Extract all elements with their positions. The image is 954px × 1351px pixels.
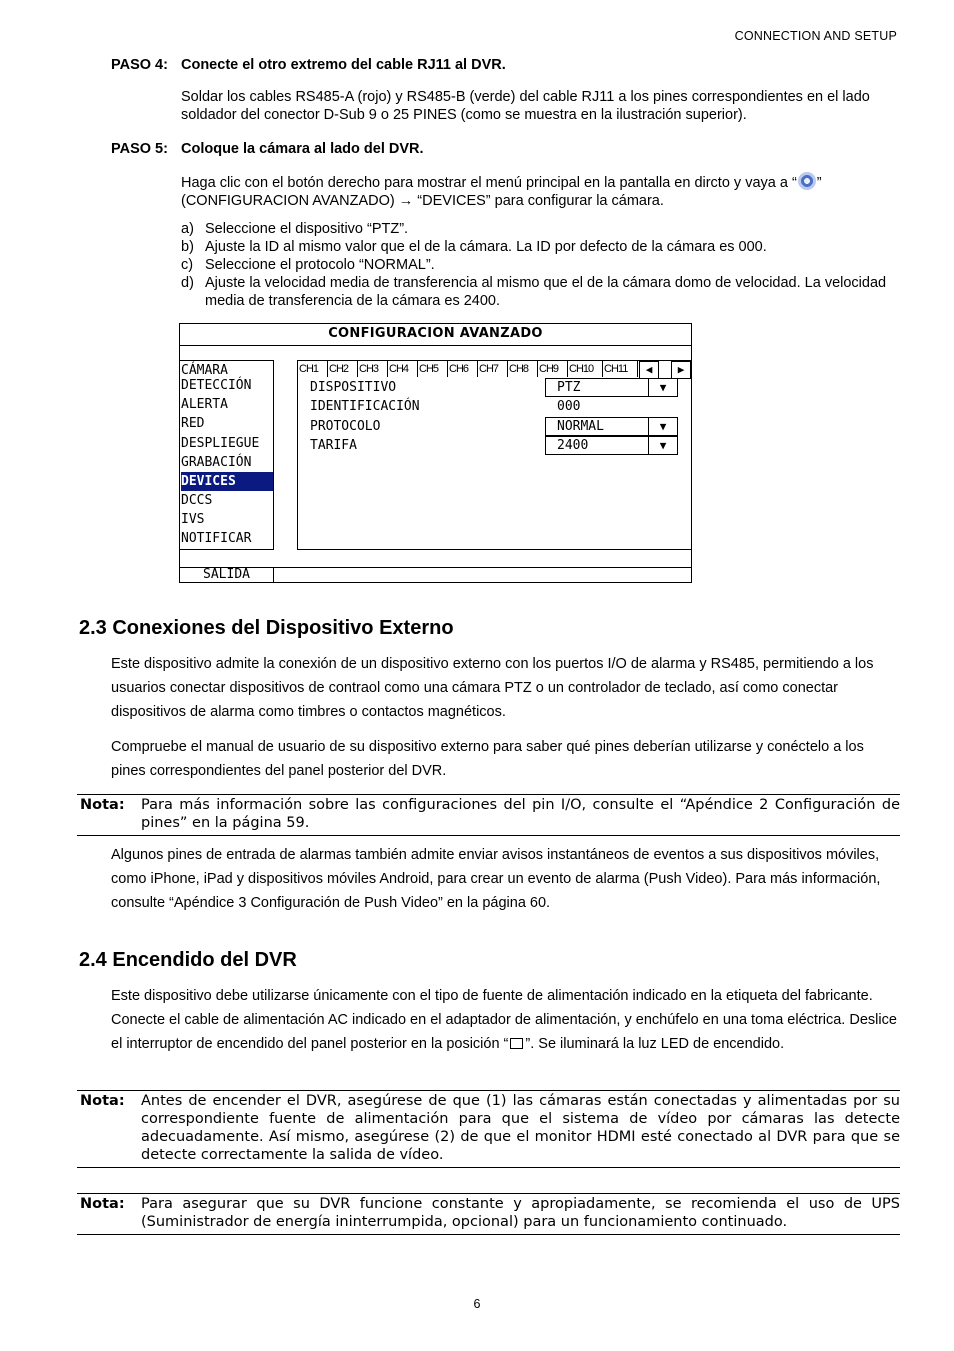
step4-label: PASO 4: [111,57,168,73]
note-text: Antes de encender el DVR, asegúrese de que (1) las cámaras están conectadas y alimentadas por su correspondiente fuente de alimentación para que el sistema de vídeo por cámaras las detecte adecuadamente. Así mismo, asegúrese (2) de que el monitor HDMI esté conectado al DVR para que se detecte correctamente la salida de vídeo. [141,1093,900,1163]
section-heading-2-4: 2.4 Encendido del DVR [79,949,297,971]
step4-text: Soldar los cables RS485-A (rojo) y RS485-B (verde) del cable RJ11 a los pines correspondientes en el lado soldador del conector D-Sub 9 o 25 PINES (como se muestra en la ilustración superior). [181,89,870,123]
list-text: Ajuste la ID al mismo valor que el de la cámara. La ID por defecto de la cámara es 000. [205,239,767,255]
tab-ch1[interactable]: CH1 [298,361,328,377]
section23-paragraph-2: Compruebe el manual de usuario de su dispositivo externo para saber qué pines deberían utilizarse y conéctelo a los pines correspondientes del panel posterior del DVR. [111,739,864,779]
menu-item-alerta[interactable]: ALERTA [181,397,228,412]
menu-item-ivs[interactable]: IVS [181,512,205,527]
prev-arrow-icon[interactable]: ◀ [639,361,659,379]
list-letter: d) [181,275,194,291]
list-item [181,238,901,256]
list-letter: b) [181,239,194,255]
tab-ch8[interactable]: CH8 [508,361,538,377]
identificacion-input[interactable]: 000 [557,399,581,414]
list-item [181,220,901,238]
tab-ch2[interactable]: CH2 [328,361,358,377]
step5-label: PASO 5: [111,141,168,157]
list-text: Seleccione el protocolo “NORMAL”. [205,257,435,273]
menu-item-deteccion[interactable]: DETECCIÓN [181,378,252,393]
power-switch-icon [510,1038,523,1049]
tab-ch5[interactable]: CH5 [418,361,448,377]
field-label-dispositivo: DISPOSITIVO [310,380,397,395]
section23-paragraph-1: Este dispositivo admite la conexión de un dispositivo externo con los puertos I/O de alarma y RS485, permitiendo a los usuarios conectar dispositivos de contraol como una cámara PTZ o un controlador de teclado, así como conectar dispositivos de alarma como timbres o contactos magnéticos. [111,656,874,720]
dropdown-arrow-icon[interactable]: ▼ [648,379,677,396]
note-label: Nota: [80,797,125,813]
step5-text-part2: ” (CONFIGURACION AVANZADO) → “DEVICES” para configurar la cámara. [181,175,822,209]
menu-item-grabacion[interactable]: GRABACIÓN [181,455,252,470]
channel-tabs [298,361,638,378]
gear-icon [798,172,816,190]
config-menu [180,360,274,550]
step4-title: Conecte el otro extremo del cable RJ11 al DVR. [181,57,506,73]
divider [180,345,691,346]
list-item [181,256,901,274]
tab-ch4[interactable]: CH4 [388,361,418,377]
list-letter: a) [181,221,194,237]
menu-item-devices[interactable]: DEVICES [181,472,273,491]
tab-ch9[interactable]: CH9 [538,361,568,377]
dropdown-arrow-icon[interactable]: ▼ [648,437,677,454]
menu-item-red[interactable]: RED [181,416,205,431]
list-text: Seleccione el dispositivo “PTZ”. [205,221,409,237]
section24-text-part1: Este dispositivo debe utilizarse únicamente con el tipo de fuente de alimentación indicado en la etiqueta del fabricante. Conecte el cable de alimentación AC indicado en el adaptador de alimentación, y enchúfelo en una toma eléctrica. Deslice el interruptor de encendido del panel posterior en la posición “ [111,988,897,1052]
note-text: Para más información sobre las configuraciones del pin I/O, consulte el “Apéndice 2 Configuración de pines” en la página 59. [141,797,900,831]
tab-ch6[interactable]: CH6 [448,361,478,377]
dropdown-arrow-icon[interactable]: ▼ [648,418,677,435]
next-arrow-icon[interactable]: ▶ [671,361,691,379]
running-header: CONNECTION AND SETUP [734,29,897,43]
note-box [77,794,900,836]
section-heading-2-3: 2.3 Conexiones del Dispositivo Externo [79,617,454,639]
tab-ch11[interactable]: CH11 [603,361,638,377]
section24-text-part2: ”. Se iluminará la luz LED de encendido. [525,1036,785,1052]
step5-list [181,220,901,310]
field-label-tarifa: TARIFA [310,438,357,453]
config-title: CONFIGURACION AVANZADO [328,326,543,341]
protocolo-value: NORMAL [557,419,604,434]
protocolo-select[interactable] [545,417,678,436]
field-label-protocolo: PROTOCOLO [310,419,381,434]
dispositivo-select[interactable] [545,378,678,397]
note-label: Nota: [80,1093,125,1109]
tab-ch3[interactable]: CH3 [358,361,388,377]
menu-item-notificar[interactable]: NOTIFICAR [181,531,252,546]
tab-ch10[interactable]: CH10 [568,361,603,377]
step5-text-part1: Haga clic con el botón derecho para mostrar el menú principal en la pantalla en dircto y vaya a “ [181,175,797,191]
menu-item-despliegue[interactable]: DESPLIEGUE [181,436,260,451]
devices-panel [297,360,691,550]
section23-paragraph-3: Algunos pines de entrada de alarmas también admite enviar avisos instantáneos de eventos a sus dispositivos móviles, como iPhone, iPad y dispositivos móviles Android, para crear un evento de alarma (Push Video). Para más información, consulte “Apéndice 3 Configuración de Push Video” en la página 60. [111,847,881,911]
exit-button[interactable]: SALIDA [180,567,274,582]
step5-text [181,172,901,210]
menu-item-camara[interactable]: CÁMARA [181,363,228,378]
dispositivo-value: PTZ [557,380,581,395]
list-item [181,274,901,310]
note-label: Nota: [80,1196,125,1212]
menu-item-dccs[interactable]: DCCS [181,493,213,508]
list-letter: c) [181,257,194,273]
note-box [77,1090,900,1168]
note-box [77,1193,900,1235]
tab-ch7[interactable]: CH7 [478,361,508,377]
config-panel [179,323,692,583]
list-text: Ajuste la velocidad media de transferencia al mismo que el de la cámara domo de velocidad. La velocidad media de transferencia de la cámara es 2400. [205,275,887,309]
tarifa-select[interactable] [545,436,678,455]
note-text: Para asegurar que su DVR funcione constante y apropiadamente, se recomienda el uso de UPS (Suministrador de energía ininterrumpida, opcional) para un funcionamiento continuado. [141,1196,900,1230]
step5-title: Coloque la cámara al lado del DVR. [181,141,424,157]
page-number: 6 [473,1297,481,1311]
tarifa-value: 2400 [557,438,589,453]
section24-paragraph-1 [111,984,901,1056]
field-label-identificacion: IDENTIFICACIÓN [310,399,420,414]
